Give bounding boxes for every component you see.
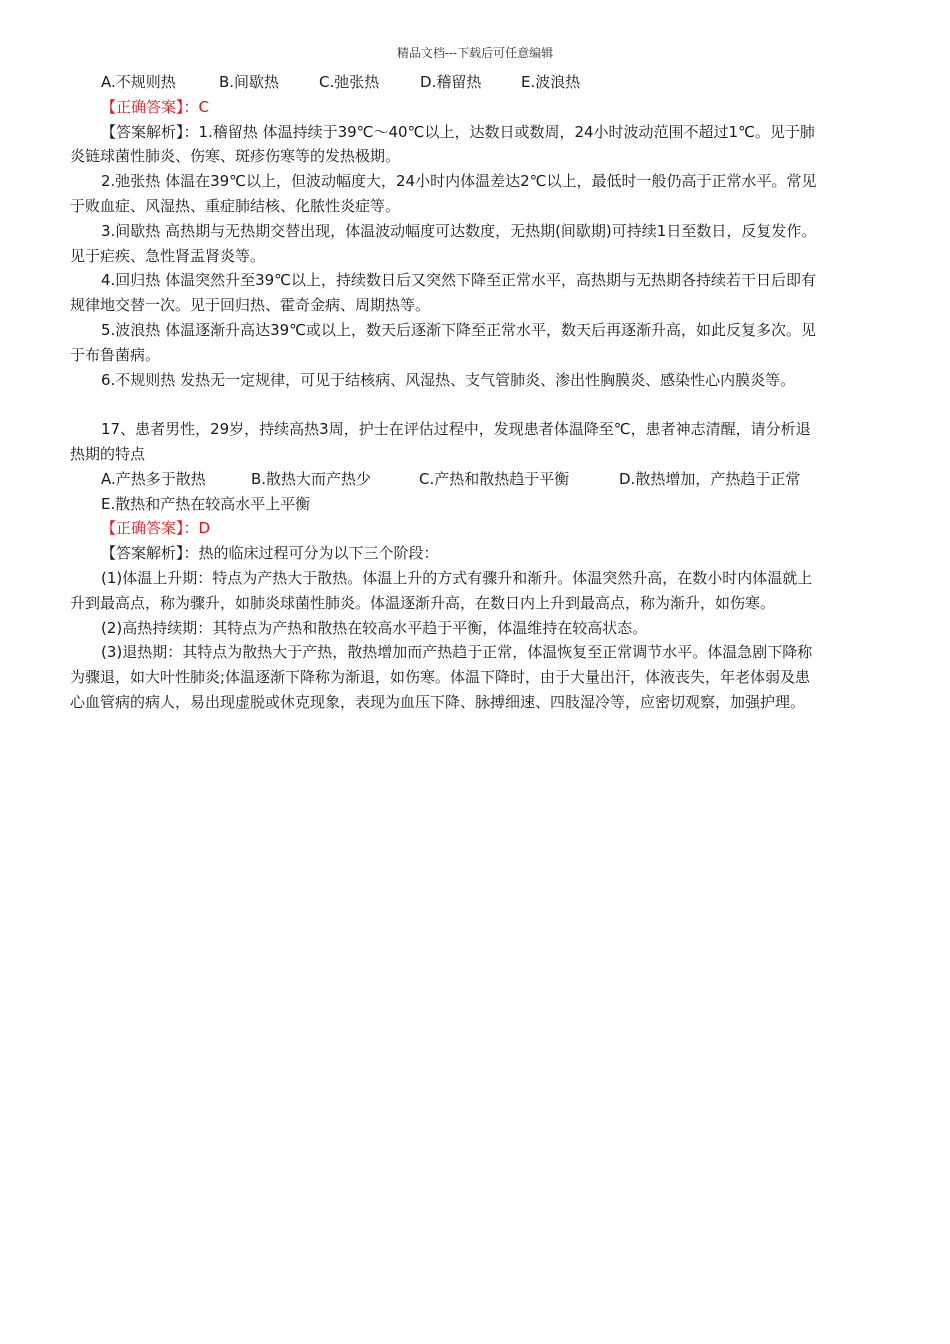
q17-explanation-line: (1)体温上升期：特点为产热大于散热。体温上升的方式有骤升和渐升。体温突然升高，在数小时内体温就上: [101, 568, 813, 587]
q16-option-b: B.间歇热: [219, 73, 280, 91]
q16-option-d: D.稽留热: [420, 73, 482, 91]
q17-explanation-line: 为骤退，如大叶性肺炎;体温逐渐下降称为渐退，如伤寒。体温下降时，由于大量出汗，体液丧失，年老体弱及患: [70, 668, 811, 687]
q17-option-e: E.散热和产热在较高水平上平衡: [101, 494, 311, 513]
q17-options: [70, 467, 904, 492]
q17-explanation-line: (2)高热持续期：其特点为产热和散热在较高水平趋于平衡，体温维持在较高状态。: [101, 618, 648, 637]
q16-option-c: C.弛张热: [319, 73, 380, 91]
q16-explanation-line: 2.弛张热 体温在39℃以上，但波动幅度大，24小时内体温差达2℃以上，最低时一般仍高于正常水平。常见: [101, 172, 817, 191]
q16-explanation-line: 【答案解析】：1.稽留热 体温持续于39℃～40℃以上，达数日或数周，24小时波动范围不超过1℃。见于肺: [101, 122, 815, 141]
q17-explanation-line: 心血管病的病人，易出现虚脱或休克现象，表现为血压下降、脉搏细速、四肢湿冷等，应密切观察，加强护理。: [70, 692, 806, 711]
q17-explanation-line: 【答案解析】：热的临床过程可分为以下三个阶段：: [101, 544, 439, 563]
page-header: 精品文档---下载后可任意编辑: [396, 46, 554, 60]
q16-explanation-line: 于布鲁菌病。: [70, 345, 161, 364]
q17-answer: 【正确答案】：D: [101, 519, 211, 538]
q16-explanation-line: 见于疟疾、急性肾盂肾炎等。: [70, 246, 266, 265]
q16-explanation-line: 5.波浪热 体温逐渐升高达39℃或以上，数天后逐渐下降至正常水平，数天后再逐渐升高，如此反复多次。见: [101, 320, 817, 339]
q16-explanation-line: 6.不规则热 发热无一定规律，可见于结核病、风湿热、支气管肺炎、渗出性胸膜炎、感染性心内膜炎等。: [101, 370, 796, 389]
q16-explanation-line: 3.间歇热 高热期与无热期交替出现，体温波动幅度可达数度，无热期(间歇期)可持续1日至数日，反复发作。: [101, 221, 817, 240]
q17-option-b: B.散热大而产热少: [251, 469, 372, 488]
q16-option-e: E.波浪热: [521, 73, 581, 91]
q17-option-c: C.产热和散热趋于平衡: [419, 469, 570, 488]
document-body: [70, 70, 904, 715]
q16-explanation-line: 规律地交替一次。见于回归热、霍奇金病、周期热等。: [70, 296, 431, 315]
q17-option-d: D.散热增加，产热趋于正常: [619, 469, 801, 488]
q17-stem-line: 17、患者男性，29岁，持续高热3周，护士在评估过程中，发现患者体温降至℃，患者神志清醒，请分析退: [101, 420, 811, 439]
q16-option-a: A.不规则热: [101, 73, 176, 91]
q17-stem-line: 热期的特点: [70, 444, 146, 463]
q16-explanation-line: 于败血症、风湿热、重症肺结核、化脓性炎症等。: [70, 196, 401, 215]
q16-explanation-line: 4.回归热 体温突然升至39℃以上，持续数日后又突然下降至正常水平，高热期与无热期各持续若干日后即有: [101, 271, 817, 290]
q16-answer: 【正确答案】：C: [101, 97, 209, 116]
q16-explanation-line: 炎链球菌性肺炎、伤寒、斑疹伤寒等的发热极期。: [70, 147, 401, 166]
q17-explanation-line: (3)退热期：其特点为散热大于产热，散热增加而产热趋于正常，体温恢复至正常调节水平。体温急剧下降称: [101, 643, 813, 662]
q16-options: [70, 70, 904, 95]
q17-explanation-line: 升到最高点，称为骤升，如肺炎球菌性肺炎。体温逐渐升高，在数日内上升到最高点，称为渐升，如伤寒。: [70, 593, 776, 612]
q17-option-a: A.产热多于散热: [101, 469, 206, 488]
